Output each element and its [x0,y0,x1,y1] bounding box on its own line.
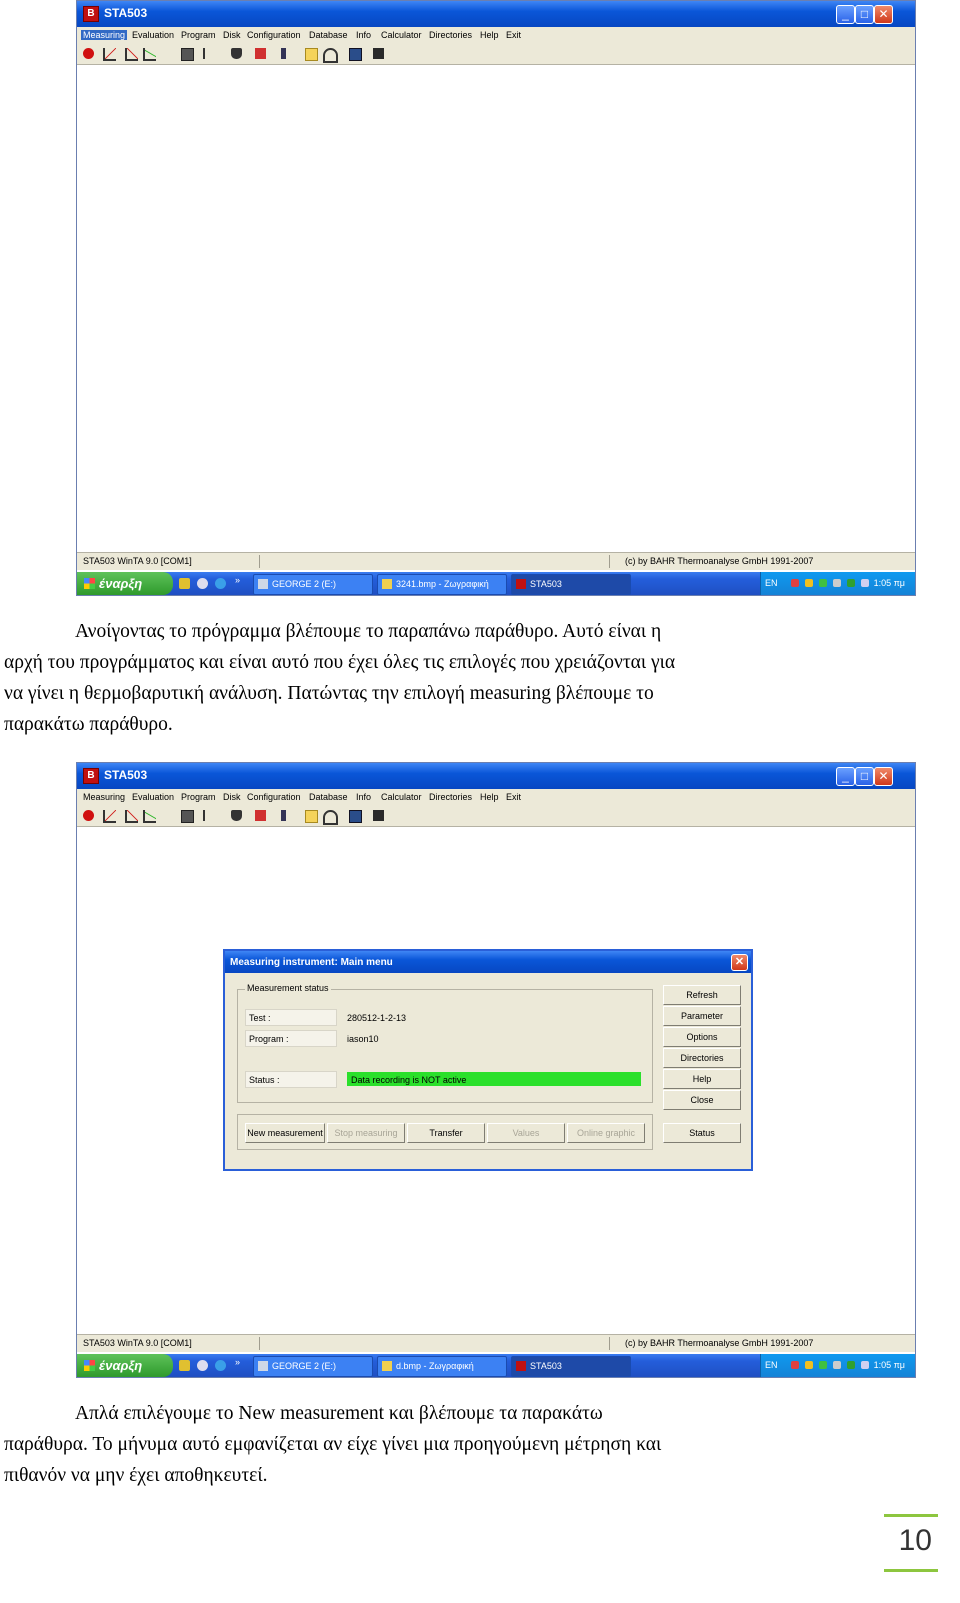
exit-icon[interactable] [373,810,384,821]
help-button[interactable]: Help [663,1069,741,1089]
menu-program[interactable]: Program [181,792,216,802]
chart-edit-icon[interactable] [103,810,116,823]
tray-icon[interactable] [805,1361,813,1369]
folder-icon[interactable] [305,810,318,823]
refresh-button[interactable]: Refresh [663,985,741,1005]
app-icon [516,579,526,589]
text-line: παράθυρα. Το μήνυμα αυτό εμφανίζεται αν είχε γίνει μια προηγούμενη μέτρηση και [4,1434,662,1455]
drive-icon [258,579,268,589]
window-title: STA503 [104,768,148,782]
menu-database[interactable]: Database [309,792,348,802]
status-left: STA503 WinTA 9.0 [COM1] [83,1338,192,1348]
menu-directories[interactable]: Directories [429,30,473,40]
quicklaunch-icon[interactable] [179,1360,190,1371]
clock: 1:05 πμ [873,1360,905,1370]
windows-logo-icon [84,578,95,589]
tray-icon[interactable] [819,579,827,587]
group-legend: Measurement status [247,983,329,993]
tray-icon[interactable] [847,1361,855,1369]
status-left: STA503 WinTA 9.0 [COM1] [83,556,192,566]
window-title: STA503 [104,6,148,20]
save-icon[interactable] [349,810,362,823]
status-separator [609,555,610,568]
new-measurement-button[interactable]: New measurement [245,1123,325,1143]
close-button[interactable]: ✕ [874,5,893,24]
status-right: (c) by BAHR Thermoanalyse GmbH 1991-2007 [625,1338,814,1348]
window-titlebar[interactable] [77,1,915,27]
tray-icon[interactable] [847,579,855,587]
start-label: έναρξη [99,1358,143,1373]
dialog-close-button[interactable]: ✕ [731,954,748,971]
measuring-dialog [223,949,753,1171]
drive-icon [258,1361,268,1371]
folder-icon[interactable] [305,48,318,61]
info-icon[interactable] [281,48,286,59]
toolbar [77,806,915,827]
toolbar [77,44,915,65]
quicklaunch-icon[interactable] [197,578,208,589]
info-icon[interactable] [281,810,286,821]
menu-configuration[interactable]: Configuration [247,792,301,802]
taskbar [77,572,915,595]
chart-edit-icon[interactable] [103,48,116,61]
minimize-button[interactable]: _ [836,767,855,786]
record-icon[interactable] [83,48,94,59]
paint-icon [382,579,392,589]
database-icon[interactable] [255,48,266,59]
text-line: Ανοίγοντας το πρόγραμμα βλέπουμε το παραπάνω παράθυρο. Αυτό είναι η [75,621,662,642]
text-line: να γίνει η θερμοβαρυτική ανάλυση. Πατώντας την επιλογή measuring βλέπουμε το [4,683,654,704]
quicklaunch-icon[interactable] [215,578,226,589]
status-value: Data recording is NOT active [347,1072,641,1086]
dialog-title: Measuring instrument: Main menu [230,957,393,968]
options-button[interactable]: Options [663,1027,741,1047]
language-indicator[interactable]: EN [765,1360,778,1370]
menu-calculator[interactable]: Calculator [381,792,422,802]
record-icon[interactable] [83,810,94,821]
task-paint[interactable]: d.bmp - Ζωγραφική [377,1356,507,1377]
status-right: (c) by BAHR Thermoanalyse GmbH 1991-2007 [625,556,814,566]
app-icon: B [83,6,99,22]
menu-bar [77,27,915,44]
language-indicator[interactable]: EN [765,578,778,588]
text-line: παρακάτω παράθυρο. [4,714,173,735]
lamp-icon[interactable] [231,810,242,821]
test-label: Test : [245,1009,337,1026]
stop-measuring-button[interactable]: Stop measuring [327,1123,405,1143]
program-label: Program : [245,1030,337,1047]
menu-calculator[interactable]: Calculator [381,30,422,40]
tray-icon[interactable] [791,1361,799,1369]
quicklaunch-icon[interactable] [197,1360,208,1371]
help-icon[interactable] [323,48,338,63]
close-button[interactable]: ✕ [874,767,893,786]
app-icon: B [83,768,99,784]
help-icon[interactable] [323,810,338,825]
status-separator [259,1337,260,1350]
status-bar [77,552,915,570]
status-separator [609,1337,610,1350]
directories-button[interactable]: Directories [663,1048,741,1068]
menu-directories[interactable]: Directories [429,792,473,802]
test-value: 280512-1-2-13 [347,1013,407,1023]
text-line: Απλά επιλέγουμε το New measurement και βλέπουμε τα παρακάτω [75,1403,603,1424]
chart-compare-icon[interactable] [143,810,156,823]
chart-icon[interactable] [125,48,138,61]
menu-evaluation[interactable]: Evaluation [132,792,175,802]
menu-bar [77,789,915,806]
menu-disk[interactable]: Disk [223,792,241,802]
menu-measuring[interactable]: Measuring [83,30,126,40]
paint-icon [382,1361,392,1371]
paragraph-new-measurement [4,1398,661,1491]
system-tray [760,572,915,595]
windows-logo-icon [84,1360,95,1371]
tray-icon[interactable] [833,1361,841,1369]
lamp-icon[interactable] [231,48,242,59]
maximize-button[interactable]: □ [855,5,874,24]
temperature-icon[interactable] [203,48,216,59]
exit-icon[interactable] [373,48,384,59]
calculator-icon[interactable] [181,48,194,61]
close-dialog-button[interactable]: Close [663,1090,741,1110]
clock: 1:05 πμ [873,578,905,588]
quicklaunch-more[interactable]: » [235,575,241,585]
screenshot-measuring-dialog [76,762,916,1378]
online-graphic-button[interactable]: Online graphic [567,1123,645,1143]
system-tray [760,1354,915,1377]
temperature-icon[interactable] [203,810,216,821]
text-line: αρχή του προγράμματος και είναι αυτό που έχει όλες τις επιλογές που χρειάζονται για [4,652,676,673]
parameter-button[interactable]: Parameter [663,1006,741,1026]
page-number-box [884,1514,938,1572]
paragraph-intro [4,616,675,740]
maximize-button[interactable]: □ [855,767,874,786]
chart-icon[interactable] [125,810,138,823]
start-button[interactable] [77,572,173,595]
dialog-titlebar[interactable] [225,951,751,973]
save-icon[interactable] [349,48,362,61]
tray-icon[interactable] [861,1361,869,1369]
menu-configuration[interactable]: Configuration [247,30,301,40]
menu-evaluation[interactable]: Evaluation [132,30,175,40]
taskbar [77,1354,915,1377]
menu-measuring[interactable]: Measuring [83,792,126,802]
status-separator [259,555,260,568]
app-icon [516,1361,526,1371]
database-icon[interactable] [255,810,266,821]
quicklaunch-more[interactable]: » [235,1357,241,1367]
menu-help[interactable]: Help [480,30,499,40]
quicklaunch-icon[interactable] [179,578,190,589]
tray-icon[interactable] [805,579,813,587]
task-sta503[interactable]: STA503 [511,1356,631,1377]
menu-exit[interactable]: Exit [506,30,522,40]
values-button[interactable]: Values [487,1123,565,1143]
minimize-button[interactable]: _ [836,5,855,24]
menu-help[interactable]: Help [480,792,499,802]
transfer-button[interactable]: Transfer [407,1123,485,1143]
status-label: Status : [245,1071,337,1088]
tray-icon[interactable] [791,579,799,587]
tray-icon[interactable] [833,579,841,587]
chart-compare-icon[interactable] [143,48,156,61]
tray-icon[interactable] [819,1361,827,1369]
start-label: έναρξη [99,576,143,591]
status-button[interactable]: Status [663,1123,741,1143]
tray-icon[interactable] [861,579,869,587]
menu-database[interactable]: Database [309,30,348,40]
menu-disk[interactable]: Disk [223,30,241,40]
screenshot-main-window [76,0,916,596]
task-sta503[interactable]: STA503 [511,574,631,595]
menu-program[interactable]: Program [181,30,216,40]
quicklaunch-icon[interactable] [215,1360,226,1371]
program-value: iason10 [347,1034,379,1044]
task-drive[interactable]: GEORGE 2 (E:) [253,574,373,595]
status-bar [77,1334,915,1352]
menu-info[interactable]: Info [356,30,372,40]
calculator-icon[interactable] [181,810,194,823]
menu-exit[interactable]: Exit [506,792,522,802]
start-button[interactable] [77,1354,173,1377]
task-paint[interactable]: 3241.bmp - Ζωγραφική [377,574,507,595]
menu-info[interactable]: Info [356,792,372,802]
task-drive[interactable]: GEORGE 2 (E:) [253,1356,373,1377]
page-number: 10 [898,1524,932,1557]
text-line: πιθανόν να μην έχει αποθηκευτεί. [4,1465,268,1486]
window-titlebar[interactable] [77,763,915,789]
